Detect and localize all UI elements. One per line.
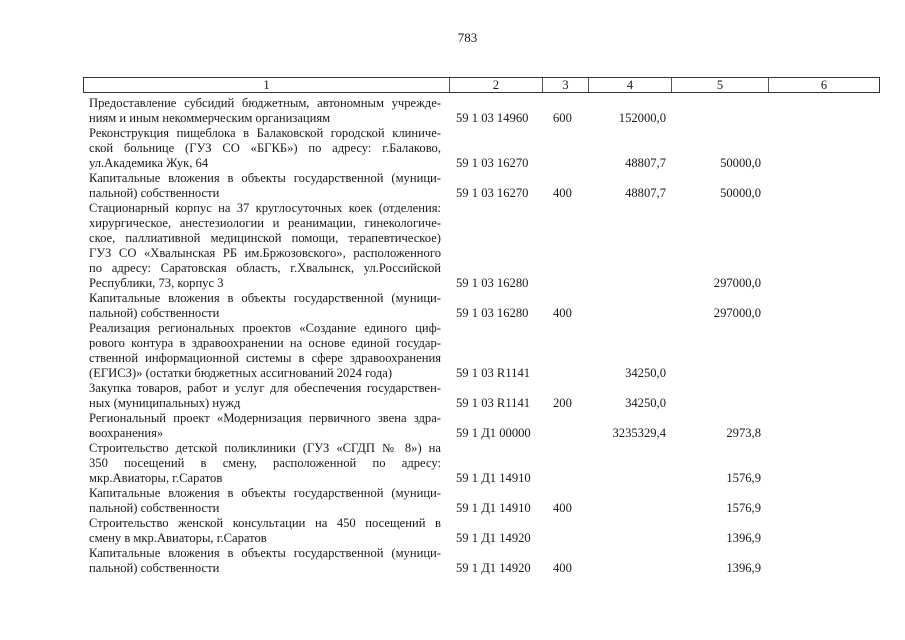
header-col-1: 1 (263, 78, 270, 92)
row-description (89, 411, 441, 441)
description-line: смену в мкр.Авиаторы, г.Саратов (89, 531, 267, 545)
table-body (0, 96, 905, 576)
row-value-col5: 50000,0 (720, 186, 761, 200)
row-code: 59 1 03 R1141 (456, 396, 531, 410)
table-row (0, 486, 905, 516)
row-description (89, 381, 441, 411)
header-col-6: 6 (768, 78, 879, 92)
table-row (0, 516, 905, 546)
row-value-col4: 48807,7 (625, 156, 666, 170)
description-line: ской больнице (ГУЗ СО «БГКБ») по адресу: г.Балаково, (89, 141, 441, 155)
description-line: ул.Академика Жук, 64 (89, 156, 209, 170)
row-description (89, 96, 441, 126)
row-description (89, 486, 441, 516)
description-line: мкр.Авиаторы, г.Саратов (89, 471, 223, 485)
description-line: ское, паллиативной медицинской помощи, терапевтическое) (89, 231, 441, 245)
row-description (89, 321, 441, 381)
row-description (89, 126, 441, 171)
description-line: воохранения» (89, 426, 164, 440)
description-line: Реконструкция пищеблока в Балаковской городской клиниче- (89, 126, 441, 140)
row-expense-type: 400 (553, 186, 572, 200)
description-line: ниям и иным некоммерческим организациям (89, 111, 331, 125)
row-value-col5: 50000,0 (720, 156, 761, 170)
description-line: Закупка товаров, работ и услуг для обеспечения государствен- (89, 381, 441, 395)
description-line: Капитальные вложения в объекты государственной (муници- (89, 486, 441, 500)
description-line: Строительство детской поликлиники (ГУЗ «СГДП № 8») на (89, 441, 441, 455)
table-row (0, 96, 905, 126)
row-description (89, 516, 441, 546)
description-line: ГУЗ СО «Хвалынская РБ им.Бржозовского», расположенного (89, 246, 441, 260)
header-col-3: 3 (542, 78, 588, 92)
row-description (89, 441, 441, 486)
row-value-col5: 297000,0 (713, 306, 761, 320)
table-row (0, 201, 905, 291)
row-expense-type: 400 (553, 561, 572, 575)
description-line: ственной информационной системы в сфере здравоохранения (89, 351, 441, 365)
description-line: пальной) собственности (89, 306, 220, 320)
row-code: 59 1 03 16270 (456, 186, 529, 200)
row-value-col4: 3235329,4 (612, 426, 666, 440)
description-line: пальной) собственности (89, 501, 220, 515)
description-line: Строительство женской консультации на 450 посещений в (89, 516, 441, 530)
row-code: 59 1 03 16280 (456, 306, 529, 320)
row-value-col5: 2973,8 (726, 426, 761, 440)
row-code: 59 1 Д1 14920 (456, 531, 531, 545)
description-line: Региональный проект «Модернизация первичного звена здра- (89, 411, 441, 425)
row-description (89, 171, 441, 201)
description-line: 350 посещений в смену, расположенной по адресу: (89, 456, 441, 470)
header-col-2: 2 (449, 78, 542, 92)
row-value-col4: 48807,7 (625, 186, 666, 200)
row-value-col5: 1396,9 (726, 561, 761, 575)
description-line: по адресу: Саратовская область, г.Хвалынск, ул.Российской (89, 261, 441, 275)
row-value-col5: 297000,0 (713, 276, 761, 290)
table-row (0, 126, 905, 171)
table-header (83, 77, 880, 93)
row-code: 59 1 03 14960 (456, 111, 529, 125)
row-expense-type: 600 (553, 111, 572, 125)
table-row (0, 171, 905, 201)
description-line: пальной) собственности (89, 561, 220, 575)
description-line: (ЕГИСЗ)» (остатки бюджетных ассигнований 2024 года) (89, 366, 393, 380)
description-line: Реализация региональных проектов «Создание единого циф- (89, 321, 441, 335)
description-line: Предоставление субсидий бюджетным, автономным учрежде- (89, 96, 441, 110)
row-code: 59 1 03 R1141 (456, 366, 531, 380)
table-row (0, 411, 905, 441)
row-code: 59 1 03 16280 (456, 276, 529, 290)
row-expense-type: 400 (553, 306, 572, 320)
row-code: 59 1 Д1 14920 (456, 561, 531, 575)
description-line: Капитальные вложения в объекты государственной (муници- (89, 291, 441, 305)
row-value-col4: 34250,0 (625, 366, 666, 380)
row-expense-type: 200 (553, 396, 572, 410)
row-value-col4: 152000,0 (618, 111, 666, 125)
row-description (89, 546, 441, 576)
header-col-4: 4 (588, 78, 671, 92)
row-value-col5: 1396,9 (726, 531, 761, 545)
table-row (0, 321, 905, 381)
table-row (0, 381, 905, 411)
header-col-5: 5 (671, 78, 768, 92)
row-value-col5: 1576,9 (726, 471, 761, 485)
row-expense-type: 400 (553, 501, 572, 515)
description-line: рового контура в здравоохранении на основе единой государ- (89, 336, 441, 350)
description-line: хирургическое, анестезиологии и реанимации, гинекологиче- (89, 216, 441, 230)
table-row (0, 441, 905, 486)
description-line: пальной) собственности (89, 186, 220, 200)
row-value-col4: 34250,0 (625, 396, 666, 410)
table-row (0, 291, 905, 321)
row-description (89, 201, 441, 291)
description-line: Капитальные вложения в объекты государственной (муници- (89, 546, 441, 560)
row-code: 59 1 03 16270 (456, 156, 529, 170)
description-line: ных (муниципальных) нужд (89, 396, 241, 410)
row-value-col5: 1576,9 (726, 501, 761, 515)
table-row (0, 546, 905, 576)
row-code: 59 1 Д1 00000 (456, 426, 531, 440)
description-line: Республики, 73, корпус 3 (89, 276, 224, 290)
row-code: 59 1 Д1 14910 (456, 471, 531, 485)
row-code: 59 1 Д1 14910 (456, 501, 531, 515)
row-description (89, 291, 441, 321)
description-line: Стационарный корпус на 37 круглосуточных коек (отделения: (89, 201, 441, 215)
description-line: Капитальные вложения в объекты государственной (муници- (89, 171, 441, 185)
page-number: 783 (457, 30, 478, 45)
